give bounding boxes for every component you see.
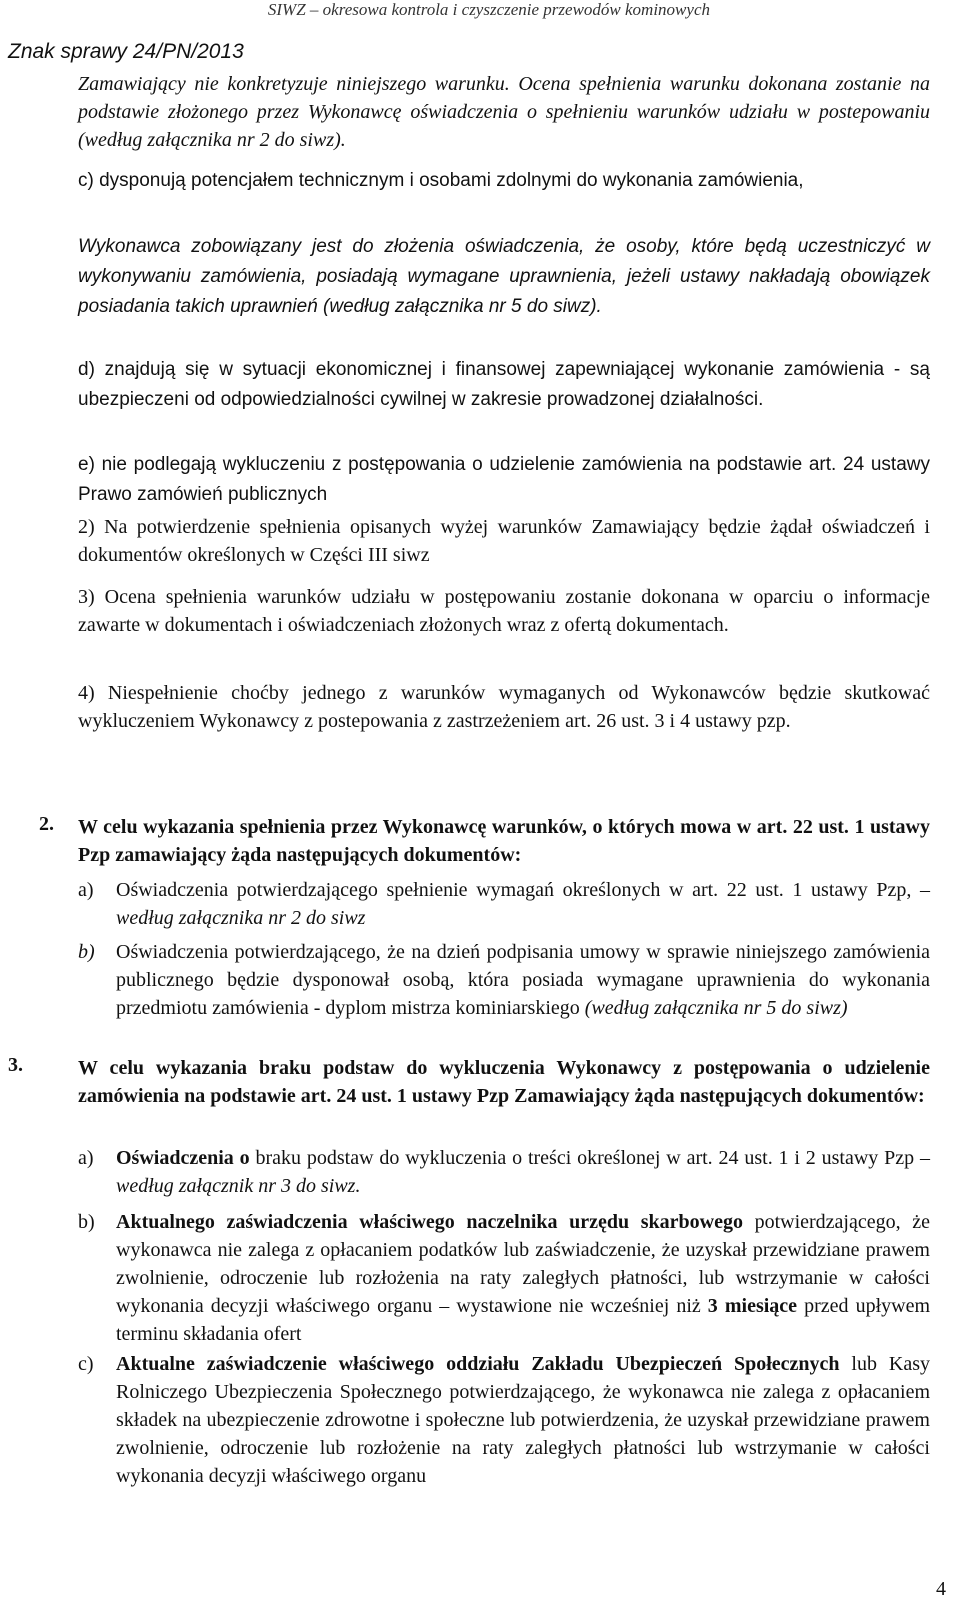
item-text: Oświadczenia potwierdzającego, że na dzień podpisania umowy w sprawie niniejszego zamówienia publicznego będzie dysponował osobą, która posiada wymagane uprawnienia do wykonania przedmiotu zamówienia - dyplom mistrza kominiarskiego (według załącznika nr 5 do siwz)	[116, 941, 930, 1019]
section-2-number: 2.	[39, 813, 54, 835]
item-text: Aktualnego zaświadczenia właściwego naczelnika urzędu skarbowego potwierdzającego, że wykonawca nie zalega z opłacaniem podatków lub zaświadczenie, że uzyskał przewidziane prawem zwolnienie, odroczenie lub rozłożenia na raty zaległych płatności, lub wstrzymanie w całości wykonania decyzji właściwego organu – wystawione nie wcześniej niż 3 miesiące przed upływem terminu składania ofert	[116, 1211, 930, 1345]
item-text: Oświadczenia potwierdzającego spełnienie wymagań określonych w art. 22 ust. 1 ustawy Pzp, – według załącznika nr 2 do siwz	[116, 879, 930, 929]
section-3-number: 3.	[8, 1054, 23, 1076]
running-header-title: SIWZ – okresowa kontrola i czyszczenie przewodów kominowych	[267, 0, 710, 19]
paragraph-c: c) dysponują potencjałem technicznym i osobami zdolnymi do wykonania zamówienia,	[78, 170, 804, 191]
section-2-item-a	[78, 876, 930, 932]
section-3-item-c	[78, 1350, 930, 1490]
paragraph-condition-note: Zamawiający nie konkretyzuje niniejszego warunku. Ocena spełnienia warunku dokonana zostanie na podstawie złożonego przez Wykonawcę oświadczenia o spełnieniu warunków udziału w postepowaniu (według załącznika nr 2 do siwz).	[78, 73, 930, 151]
page-number: 4	[936, 1578, 946, 1600]
paragraph-4: 4) Niespełnienie choćby jednego z warunków wymaganych od Wykonawców będzie skutkować wykluczeniem Wykonawcy z postepowania z zastrzeżeniem art. 26 ust. 3 i 4 ustawy pzp.	[78, 682, 930, 732]
section-3-item-b	[78, 1208, 930, 1348]
case-number: Znak sprawy 24/PN/2013	[8, 40, 244, 63]
section-2-item-b	[78, 938, 930, 1022]
section-3-item-a	[78, 1144, 930, 1200]
item-label: a)	[78, 1147, 94, 1169]
item-label: b)	[78, 1211, 95, 1233]
item-text: Oświadczenia o braku podstaw do wykluczenia o treści określonej w art. 24 ust. 1 i 2 ustawy Pzp – według załącznik nr 3 do siwz.	[116, 1147, 930, 1197]
paragraph-2: 2) Na potwierdzenie spełnienia opisanych wyżej warunków Zamawiający będzie żądał oświadczeń i dokumentów określonych w Części III siwz	[78, 516, 930, 566]
item-label: b)	[78, 941, 95, 963]
item-label: a)	[78, 879, 94, 901]
item-label: c)	[78, 1353, 94, 1375]
section-2-heading: W celu wykazania spełnienia przez Wykonawcę warunków, o których mowa w art. 22 ust. 1 ustawy Pzp zamawiający żąda następujących dokumentów:	[78, 816, 930, 866]
section-3-heading: W celu wykazania braku podstaw do wykluczenia Wykonawcy z postępowania o udzielenie zamówienia na podstawie art. 24 ust. 1 ustawy Pzp Zamawiający żąda następujących dokumentów:	[78, 1057, 930, 1107]
paragraph-3: 3) Ocena spełnienia warunków udziału w postępowaniu zostanie dokonana w oparciu o informacje zawarte w dokumentach i oświadczeniach złożonych wraz z ofertą dokumentach.	[78, 586, 930, 636]
paragraph-c-note: Wykonawca zobowiązany jest do złożenia oświadczenia, że osoby, które będą uczestniczyć w wykonywaniu zamówienia, posiadają wymagane uprawnienia, jeżeli ustawy nakładają obowiązek posiadania takich uprawnień (według załącznika nr 5 do siwz).	[78, 236, 930, 317]
item-text: Aktualne zaświadczenie właściwego oddziału Zakładu Ubezpieczeń Społecznych lub Kasy Rolniczego Ubezpieczenia Społecznego potwierdzającego, że wykonawca nie zalega z opłacaniem składek na ubezpieczenie zdrowotne i społeczne lub potwierdzenia, że uzyskał przewidziane prawem zwolnienie, odroczenie lub rozłożenie na raty zaległych płatności lub wstrzymanie w całości wykonania decyzji właściwego organu	[116, 1353, 930, 1487]
paragraph-d: d) znajdują się w sytuacji ekonomicznej i finansowej zapewniającej wykonanie zamówienia - są ubezpieczeni od odpowiedzialności cywilnej w zakresie prowadzonej działalności.	[78, 359, 930, 410]
paragraph-e: e) nie podlegają wykluczeniu z postępowania o udzielenie zamówienia na podstawie art. 24 ustawy Prawo zamówień publicznych	[78, 454, 930, 505]
